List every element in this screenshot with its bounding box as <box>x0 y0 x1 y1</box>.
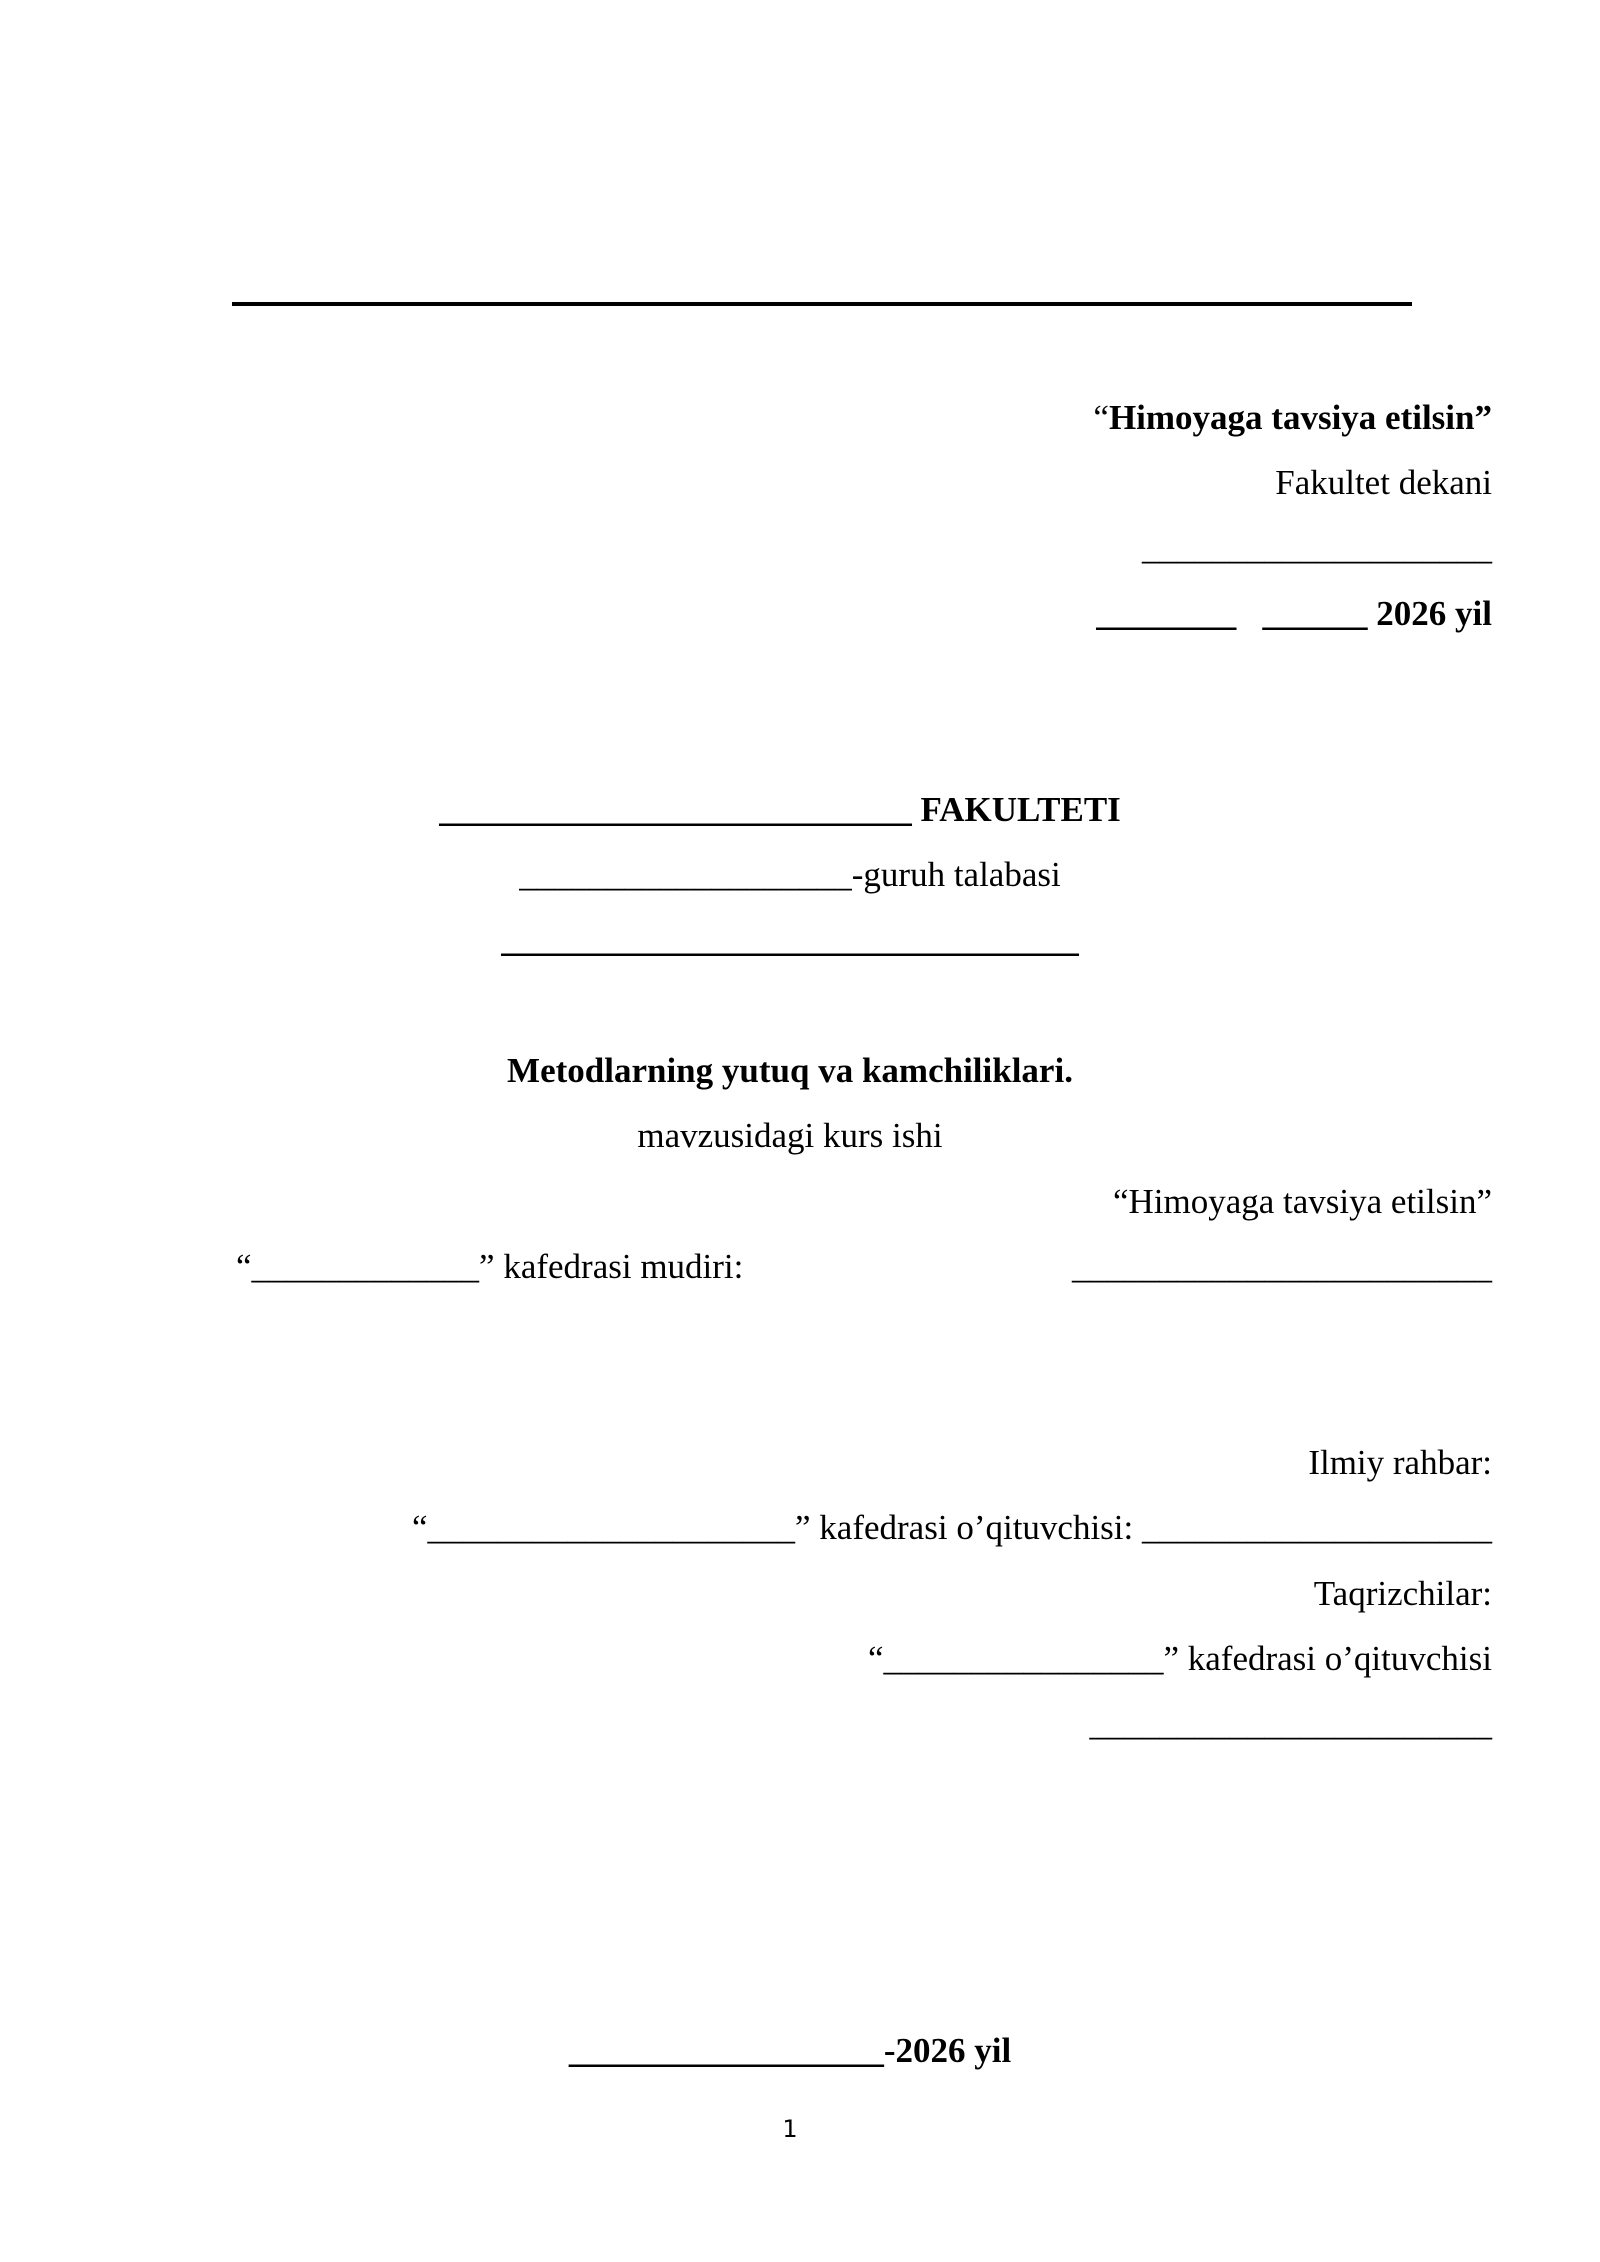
approval-title <box>1093 396 1492 440</box>
department-head-label: “_____________” kafedrasi mudiri: <box>236 1247 744 1286</box>
department-head-signature: ________________________ <box>1072 1247 1492 1286</box>
footer-year: __________________-2026 yil <box>568 2031 1012 2070</box>
reviewer-line: “________________” kafedrasi o’qituvchisi <box>867 1639 1492 1678</box>
approval-title-open-quote: “ <box>1093 398 1109 437</box>
page-number: 1 <box>782 2115 798 2143</box>
reviewers-label: Taqrizchilar: <box>1313 1574 1492 1613</box>
topic-title: Metodlarning yutuq va kamchiliklari. <box>507 1051 1073 1090</box>
approval-title-text: Himoyaga tavsiya etilsin” <box>1108 398 1492 437</box>
faculty-line: ___________________________ FAKULTETI <box>439 790 1121 829</box>
approval-date-line: ________ ______ 2026 yil <box>1096 594 1492 633</box>
supervisor-line: “_____________________” kafedrasi o’qituvchisi: ____________________ <box>411 1508 1492 1547</box>
group-line: ___________________-guruh talabasi <box>519 855 1061 894</box>
student-name-line: _________________________________ <box>501 920 1079 959</box>
department-approval: “Himoyaga tavsiya etilsin” <box>1112 1182 1492 1221</box>
reviewer-signature: _______________________ <box>1089 1704 1492 1743</box>
topic-caption: mavzusidagi kurs ishi <box>637 1116 943 1155</box>
header-rule <box>232 302 1412 306</box>
supervisor-label: Ilmiy rahbar: <box>1308 1443 1492 1482</box>
dean-label: Fakultet dekani <box>1275 463 1492 502</box>
dean-signature-line: ____________________ <box>1142 528 1492 567</box>
